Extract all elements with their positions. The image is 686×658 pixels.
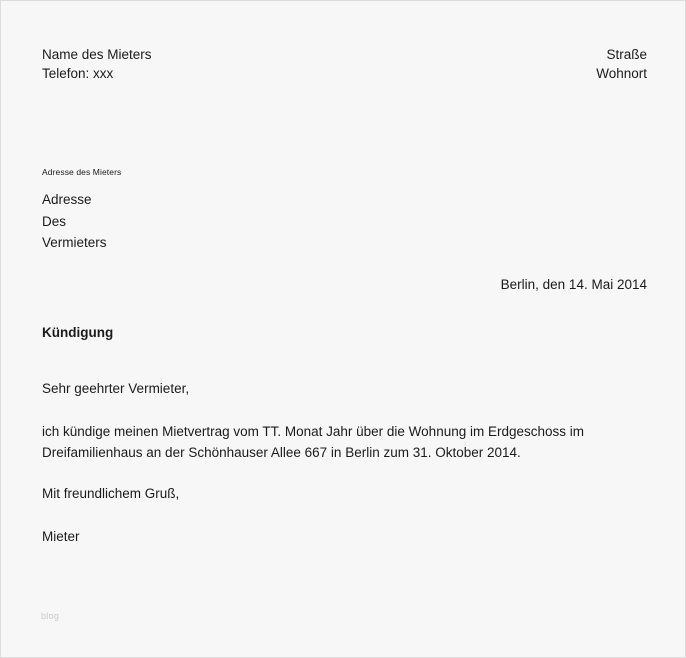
signature: Mieter xyxy=(42,529,80,544)
recipient-line-1: Adresse xyxy=(42,192,92,207)
salutation: Sehr geehrter Vermieter, xyxy=(42,381,190,396)
letter-header xyxy=(42,45,647,83)
watermark-text: blog xyxy=(41,611,60,621)
sender-phone: Telefon: xxx xyxy=(42,66,114,81)
return-address-label: Adresse des Mieters xyxy=(42,167,122,177)
letter-sheet xyxy=(1,1,685,657)
recipient-address-block xyxy=(42,189,107,254)
closing: Mit freundlichem Gruß, xyxy=(42,486,180,501)
subject-line: Kündigung xyxy=(42,325,114,340)
sender-street: Straße xyxy=(606,47,647,62)
header-row xyxy=(42,45,647,83)
sender-city: Wohnort xyxy=(596,66,647,81)
body-paragraph: ich kündige meinen Mietvertrag vom TT. Monat Jahr über die Wohnung im Erdgeschoss im Dreifamilienhaus an der Schönhauser Allee 667 in Berlin zum 31. Oktober 2014. xyxy=(42,424,585,460)
recipient-line-3: Vermieters xyxy=(42,235,107,250)
sender-block xyxy=(42,45,152,83)
date-line: Berlin, den 14. Mai 2014 xyxy=(500,277,647,292)
letter-body xyxy=(42,378,642,547)
sender-location-block xyxy=(596,45,647,83)
recipient-line-2: Des xyxy=(42,213,67,229)
sender-name: Name des Mieters xyxy=(42,47,152,62)
